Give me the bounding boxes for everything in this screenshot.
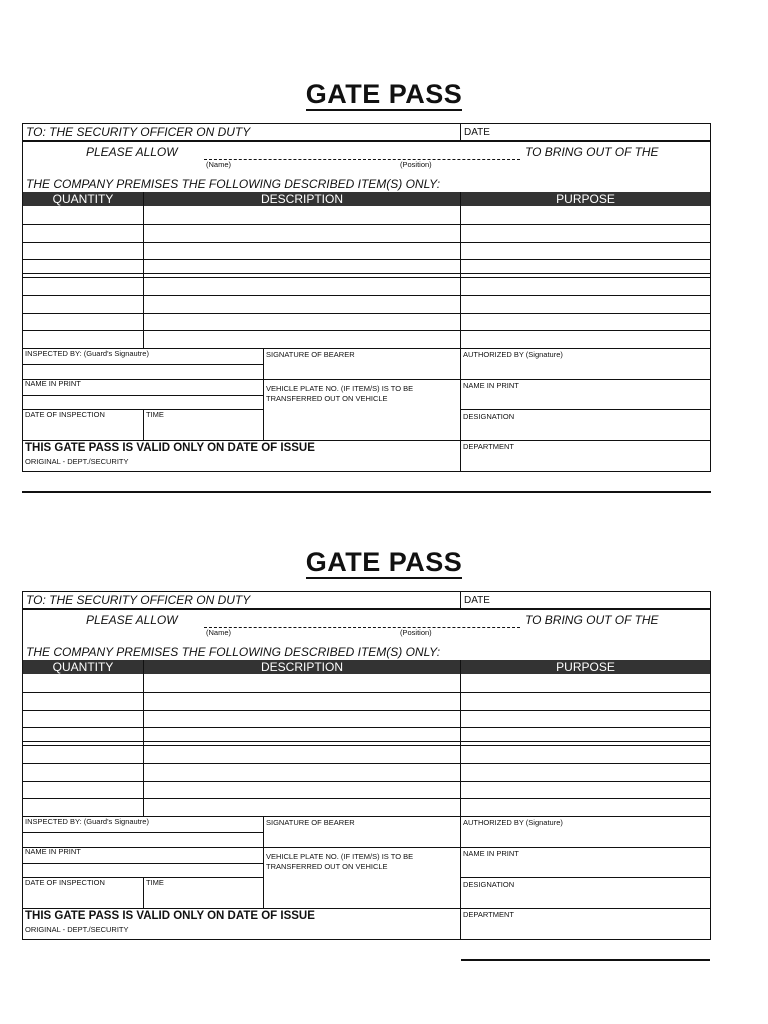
- item-quantity-cell[interactable]: [23, 728, 143, 744]
- separator-line: [22, 491, 711, 493]
- guard-signature-field[interactable]: [23, 833, 262, 846]
- designation-field[interactable]: [461, 891, 710, 907]
- guard-signature-field[interactable]: [23, 365, 262, 378]
- vehicle-label-2: TRANSFERRED OUT ON VEHICLE: [266, 394, 388, 403]
- to-officer-label: TO: THE SECURITY OFFICER ON DUTY: [26, 125, 251, 139]
- inspection-date-field[interactable]: [23, 421, 142, 439]
- name-in-print-label: NAME IN PRINT: [25, 379, 81, 388]
- item-description-cell[interactable]: [144, 693, 460, 709]
- item-quantity-cell[interactable]: [23, 746, 143, 762]
- item-description-cell[interactable]: [144, 746, 460, 762]
- item-purpose-cell[interactable]: [461, 782, 710, 798]
- time-label: TIME: [146, 410, 164, 419]
- item-purpose-cell[interactable]: [461, 225, 710, 241]
- inspected-by-label: INSPECTED BY: (Guard's Signautre): [25, 349, 149, 358]
- position-caption: (Position): [400, 628, 432, 637]
- item-purpose-cell[interactable]: [461, 314, 710, 330]
- item-purpose-cell[interactable]: [461, 243, 710, 259]
- item-quantity-cell[interactable]: [23, 225, 143, 241]
- item-purpose-cell[interactable]: [461, 278, 710, 294]
- date-label: DATE: [464, 595, 490, 606]
- item-description-cell[interactable]: [144, 764, 460, 780]
- item-quantity-cell[interactable]: [23, 693, 143, 709]
- item-description-cell[interactable]: [144, 278, 460, 294]
- item-quantity-cell[interactable]: [23, 278, 143, 294]
- item-description-cell[interactable]: [144, 331, 460, 347]
- purpose-header: PURPOSE: [461, 660, 710, 674]
- to-officer-label: TO: THE SECURITY OFFICER ON DUTY: [26, 593, 251, 607]
- item-description-cell[interactable]: [144, 728, 460, 744]
- item-purpose-cell[interactable]: [461, 675, 710, 691]
- item-quantity-cell[interactable]: [23, 314, 143, 330]
- time-field[interactable]: [144, 889, 262, 907]
- item-purpose-cell[interactable]: [461, 764, 710, 780]
- date-field[interactable]: [490, 592, 705, 608]
- please-allow-label: PLEASE ALLOW: [86, 145, 178, 159]
- item-quantity-cell[interactable]: [23, 331, 143, 347]
- item-purpose-cell[interactable]: [461, 296, 710, 312]
- bring-out-label: TO BRING OUT OF THE: [525, 613, 659, 627]
- purpose-header: PURPOSE: [461, 192, 710, 206]
- bearer-signature-field[interactable]: [264, 829, 459, 846]
- name-caption: (Name): [206, 160, 232, 169]
- authorizer-name-field[interactable]: [461, 860, 710, 876]
- premises-label: THE COMPANY PREMISES THE FOLLOWING DESCRIBED ITEM(S) ONLY:: [26, 645, 441, 659]
- copy-note: ORIGINAL - DEPT./SECURITY: [25, 925, 129, 934]
- item-purpose-cell[interactable]: [461, 799, 710, 815]
- premises-label: THE COMPANY PREMISES THE FOLLOWING DESCRIBED ITEM(S) ONLY:: [26, 177, 441, 191]
- vehicle-plate-field[interactable]: [264, 873, 459, 907]
- department-field[interactable]: [461, 453, 710, 471]
- department-label: DEPARTMENT: [463, 910, 514, 919]
- guard-name-field[interactable]: [23, 864, 262, 876]
- item-description-cell[interactable]: [144, 782, 460, 798]
- item-quantity-cell[interactable]: [23, 711, 143, 727]
- quantity-header: QUANTITY: [23, 192, 143, 206]
- item-quantity-cell[interactable]: [23, 782, 143, 798]
- item-quantity-cell[interactable]: [23, 207, 143, 223]
- item-purpose-cell[interactable]: [461, 207, 710, 223]
- item-quantity-cell[interactable]: [23, 675, 143, 691]
- item-description-cell[interactable]: [144, 711, 460, 727]
- inspection-date-field[interactable]: [23, 889, 142, 907]
- item-quantity-cell[interactable]: [23, 764, 143, 780]
- designation-label: DESIGNATION: [463, 412, 515, 421]
- item-description-cell[interactable]: [144, 799, 460, 815]
- signature-bearer-label: SIGNATURE OF BEARER: [266, 350, 355, 359]
- description-header: DESCRIPTION: [144, 660, 460, 674]
- time-label: TIME: [146, 878, 164, 887]
- form-title: GATE PASS: [305, 547, 463, 577]
- form-title: GATE PASS: [305, 79, 463, 109]
- vehicle-label-1: VEHICLE PLATE NO. (IF ITEM/S) IS TO BE: [266, 852, 414, 861]
- item-purpose-cell[interactable]: [461, 711, 710, 727]
- position-caption: (Position): [400, 160, 432, 169]
- name-caption: (Name): [206, 628, 232, 637]
- bearer-signature-field[interactable]: [264, 361, 459, 378]
- authorized-by-label: AUTHORIZED BY (Signature): [463, 818, 563, 827]
- item-purpose-cell[interactable]: [461, 746, 710, 762]
- bottom-rule: [461, 959, 710, 961]
- designation-label: DESIGNATION: [463, 880, 515, 889]
- item-description-cell[interactable]: [144, 314, 460, 330]
- name-in-print-right-label: NAME IN PRINT: [463, 849, 519, 858]
- description-header: DESCRIPTION: [144, 192, 460, 206]
- designation-field[interactable]: [461, 423, 710, 439]
- signature-bearer-label: SIGNATURE OF BEARER: [266, 818, 355, 827]
- item-purpose-cell[interactable]: [461, 693, 710, 709]
- item-purpose-cell[interactable]: [461, 260, 710, 276]
- department-label: DEPARTMENT: [463, 442, 514, 451]
- guard-name-field[interactable]: [23, 396, 262, 408]
- item-description-cell[interactable]: [144, 260, 460, 276]
- copy-note: ORIGINAL - DEPT./SECURITY: [25, 457, 129, 466]
- department-field[interactable]: [461, 921, 710, 939]
- time-field[interactable]: [144, 421, 262, 439]
- item-description-cell[interactable]: [144, 207, 460, 223]
- vehicle-label-2: TRANSFERRED OUT ON VEHICLE: [266, 862, 388, 871]
- authorized-signature-field[interactable]: [461, 361, 710, 378]
- inspected-by-label: INSPECTED BY: (Guard's Signautre): [25, 817, 149, 826]
- name-in-print-label: NAME IN PRINT: [25, 847, 81, 856]
- date-of-inspection-label: DATE OF INSPECTION: [25, 410, 105, 419]
- authorizer-name-field[interactable]: [461, 392, 710, 408]
- item-description-cell[interactable]: [144, 296, 460, 312]
- date-label: DATE: [464, 127, 490, 138]
- item-description-cell[interactable]: [144, 225, 460, 241]
- date-field[interactable]: [490, 124, 705, 140]
- item-purpose-cell[interactable]: [461, 728, 710, 744]
- name-position-field[interactable]: [204, 611, 520, 627]
- item-quantity-cell[interactable]: [23, 296, 143, 312]
- vehicle-plate-field[interactable]: [264, 405, 459, 439]
- validity-note: THIS GATE PASS IS VALID ONLY ON DATE OF ISSUE: [25, 442, 315, 454]
- item-quantity-cell[interactable]: [23, 243, 143, 259]
- item-purpose-cell[interactable]: [461, 331, 710, 347]
- item-quantity-cell[interactable]: [23, 799, 143, 815]
- authorized-signature-field[interactable]: [461, 829, 710, 846]
- date-of-inspection-label: DATE OF INSPECTION: [25, 878, 105, 887]
- vehicle-label-1: VEHICLE PLATE NO. (IF ITEM/S) IS TO BE: [266, 384, 414, 393]
- please-allow-label: PLEASE ALLOW: [86, 613, 178, 627]
- name-position-field[interactable]: [204, 143, 520, 159]
- name-in-print-right-label: NAME IN PRINT: [463, 381, 519, 390]
- item-description-cell[interactable]: [144, 243, 460, 259]
- validity-note: THIS GATE PASS IS VALID ONLY ON DATE OF ISSUE: [25, 910, 315, 922]
- item-quantity-cell[interactable]: [23, 260, 143, 276]
- quantity-header: QUANTITY: [23, 660, 143, 674]
- bring-out-label: TO BRING OUT OF THE: [525, 145, 659, 159]
- item-description-cell[interactable]: [144, 675, 460, 691]
- authorized-by-label: AUTHORIZED BY (Signature): [463, 350, 563, 359]
